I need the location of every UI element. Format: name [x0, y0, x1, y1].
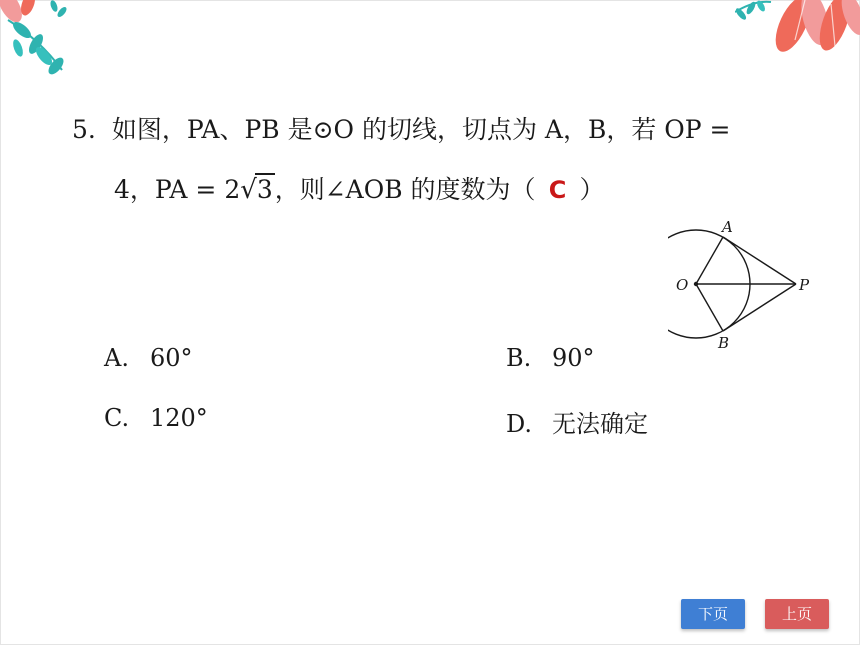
- tangent-circle-figure: [668, 212, 828, 357]
- segment-oa: [696, 237, 723, 284]
- option-d-letter: D.: [506, 410, 533, 438]
- point-o: [694, 282, 698, 286]
- square-root: [240, 160, 274, 220]
- option-b-text: 90°: [552, 344, 595, 372]
- option-c[interactable]: [104, 404, 208, 432]
- radicand: 3: [256, 175, 273, 204]
- tangent-pa: [723, 237, 796, 284]
- option-b-letter: B.: [506, 344, 532, 372]
- leaf-decoration-icon: [735, 0, 860, 70]
- close-paren: ）: [579, 175, 605, 204]
- question-text-part-1: 如图，PA、PB 是⊙O 的切线，切点为 A，B，若 OP =: [111, 115, 731, 144]
- figure-svg: [668, 212, 828, 357]
- label-o: O: [676, 276, 689, 294]
- option-d[interactable]: [506, 404, 648, 439]
- question-stem: [72, 100, 792, 220]
- option-a-letter: A.: [104, 344, 129, 372]
- segment-ob: [696, 284, 723, 331]
- option-b[interactable]: [506, 344, 595, 372]
- label-p: P: [799, 276, 810, 294]
- answer-letter: C: [548, 176, 567, 204]
- tangent-pb: [723, 284, 796, 331]
- next-page-button[interactable]: 下页: [681, 599, 745, 629]
- label-a: A: [722, 218, 733, 236]
- option-a-text: 60°: [150, 344, 193, 372]
- option-c-letter: C.: [104, 404, 130, 432]
- question-text-part-2: 4，PA = 2: [114, 175, 241, 204]
- label-b: B: [718, 334, 730, 352]
- question-text-part-3: ，则∠AOB 的度数为（: [274, 175, 536, 204]
- leaf-decoration-icon: [0, 0, 80, 90]
- question-line-2: [72, 160, 792, 220]
- option-d-text: 无法确定: [552, 410, 648, 438]
- question-number: 5.: [72, 115, 96, 144]
- radical-sign: √: [240, 175, 257, 205]
- option-a[interactable]: [104, 344, 193, 372]
- option-c-text: 120°: [150, 404, 208, 432]
- question-line-1: [72, 100, 792, 160]
- previous-page-button[interactable]: 上页: [765, 599, 829, 629]
